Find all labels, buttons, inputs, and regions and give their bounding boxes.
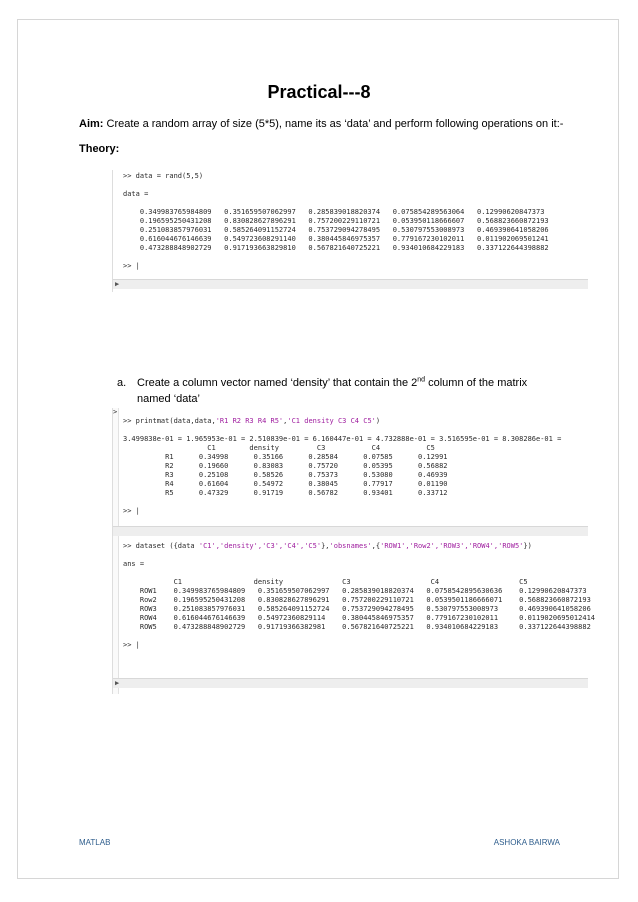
console-line: data =	[123, 190, 149, 198]
console-status-bar	[113, 678, 588, 688]
console-line: 3.499838e-01 = 1.965953e-01 = 2.510839e-01 = 6.160447e-01 = 4.732888e-01 = 3.516595e-01 = 8.308286e-01 =	[123, 435, 562, 443]
console-line: R1 0.34998 0.35166 0.28584 0.07585 0.12991	[123, 453, 448, 461]
console-prompt[interactable]: >> |	[123, 641, 140, 649]
aim-text: Create a random array of size (5*5), name its as ‘data’ and perform following operations on it:-	[106, 118, 564, 130]
console-line: 0.349983765984809 0.351659507062997 0.285839018820374 0.075854289563064 0.12990620847373	[123, 208, 545, 216]
console-line: 0.473288848902729 0.917193663829810 0.567821640725221 0.934010684229183 0.337122644398882	[123, 244, 549, 252]
console-output	[123, 542, 595, 650]
console-line: R2 0.19660 0.83083 0.75720 0.05395 0.56882	[123, 462, 448, 470]
console-line: >> data = rand(5,5)	[123, 172, 204, 180]
list-marker: a.	[117, 377, 127, 389]
prompt-marker-icon: >	[113, 408, 118, 416]
list-item-text: Create a column vector named ‘density’ that contain the 2nd column of the matrix named ‘data’	[137, 376, 528, 405]
console-line	[123, 426, 561, 435]
console-line	[123, 632, 595, 641]
console-line	[123, 181, 549, 190]
console-line	[123, 199, 549, 208]
console-line: C1 density C3 C4 C5	[123, 578, 528, 586]
theory-label: Theory:	[79, 143, 120, 155]
aim-paragraph	[79, 118, 599, 130]
page-title: Practical---8	[267, 82, 371, 102]
console-line: Row2 0.196595250431208 0.830828627896291 0.757200229110721 0.0539501186666071 0.568823660872193	[123, 596, 591, 604]
console-screenshot-rand	[112, 170, 588, 292]
console-output	[123, 417, 561, 516]
console-line: 0.616044676146639 0.549723608291140 0.380445846975357 0.779167230102011 0.011902069501241	[123, 235, 549, 243]
dataset-command: >> dataset ({data 'C1','density','C3','C4','C5'},'obsnames',{'ROW1','Row2','ROW3','ROW4','ROW5'})	[123, 542, 532, 550]
console-line: ROW3 0.251083857976031 0.585264091152724 0.753729094278495 0.530797553008973 0.469390641058206	[123, 605, 591, 613]
footer-right: ASHOKA BAIRWA	[493, 838, 560, 847]
list-item-a	[117, 375, 537, 407]
console-line: 0.196595250431208 0.830828627896291 0.757200229110721 0.053950118666607 0.568823660872193	[123, 217, 549, 225]
console-gutter	[113, 538, 119, 694]
printmat-command: >> printmat(data,data,'R1 R2 R3 R4 R5','C1 density C3 C4 C5')	[123, 417, 381, 425]
console-line: R3 0.25108 0.58526 0.75373 0.53080 0.46939	[123, 471, 448, 479]
console-scrollbar[interactable]	[113, 526, 588, 536]
console-line: ROW1 0.349983765984809 0.351659507062997 0.285839018820374 0.0758542895630636 0.12990620847373	[123, 587, 587, 595]
console-screenshot-printmat	[112, 408, 588, 538]
console-line: R4 0.61604 0.54972 0.38045 0.77917 0.01190	[123, 480, 448, 488]
console-output	[123, 172, 549, 271]
console-line: ROW4 0.616044676146639 0.54972360829114 0.380445846975357 0.779167230102011 0.0119020695012414	[123, 614, 596, 622]
scroll-right-icon[interactable]: ▶	[115, 679, 120, 687]
console-line: ROW5 0.473288848902729 0.91719366382981 0.567821640725221 0.934010684229183 0.337122644398882	[123, 623, 591, 631]
console-line	[123, 569, 595, 578]
console-line: 0.251083857976031 0.585264091152724 0.753729094278495 0.530797553008973 0.469390641058206	[123, 226, 549, 234]
console-line: R5 0.47329 0.91719 0.56782 0.93401 0.33712	[123, 489, 448, 497]
console-line	[123, 498, 561, 507]
console-prompt[interactable]: >> |	[123, 262, 140, 270]
console-gutter	[113, 408, 119, 538]
console-line: ans =	[123, 560, 145, 568]
scroll-right-icon[interactable]: ▶	[115, 280, 120, 288]
console-status-bar	[113, 279, 588, 289]
console-screenshot-dataset	[112, 538, 596, 694]
console-prompt[interactable]: >> |	[123, 507, 140, 515]
console-line	[123, 551, 595, 560]
footer-left: MATLAB	[79, 838, 111, 847]
aim-label: Aim:	[79, 118, 104, 130]
superscript-nd: nd	[417, 376, 426, 384]
console-line	[123, 253, 549, 262]
console-line: C1 density C3 C4 C5	[123, 444, 435, 452]
